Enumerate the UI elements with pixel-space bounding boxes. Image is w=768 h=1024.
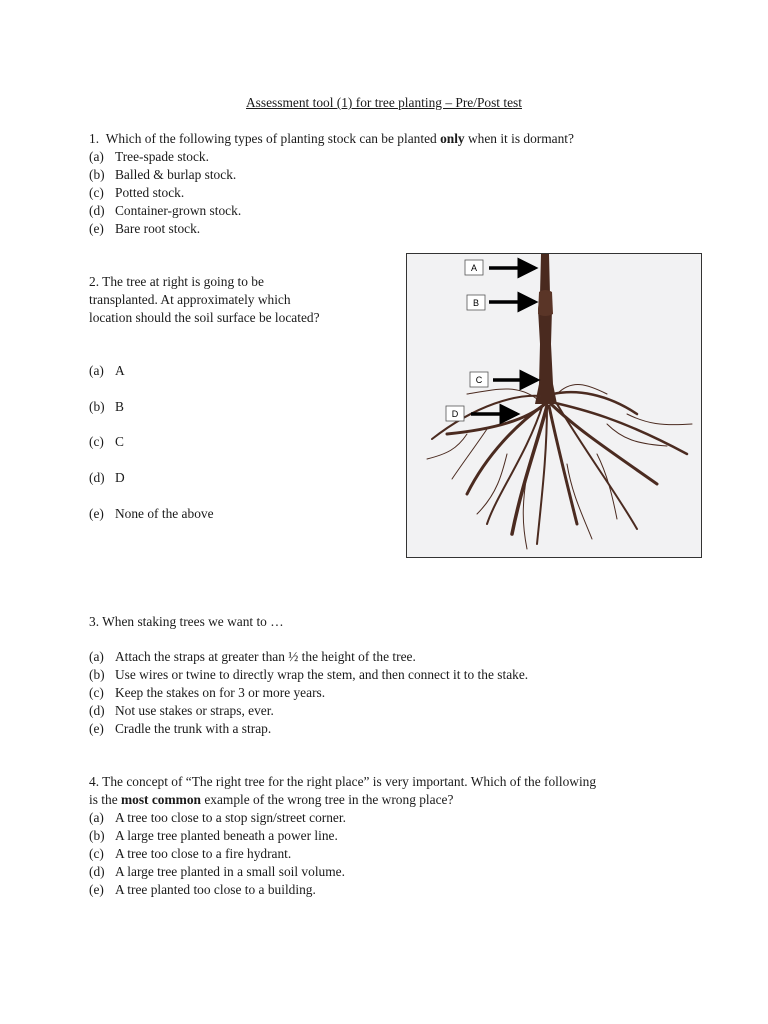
q4-option-d: (d) A large tree planted in a small soil volume. — [89, 864, 345, 879]
q1-option-a: (a) Tree-spade stock. — [89, 149, 209, 164]
q4-option-a: (a) A tree too close to a stop sign/street corner. — [89, 810, 346, 825]
q2-stem-line-3: location should the soil surface be located? — [89, 310, 320, 325]
q2-stem-line-1: 2. The tree at right is going to be — [89, 274, 264, 289]
q1-stem — [89, 130, 574, 148]
q3-option-a: (a) Attach the straps at greater than ½ the height of the tree. — [89, 649, 416, 664]
label-c: C — [475, 375, 483, 385]
q2-option-a: (a) A — [89, 363, 125, 378]
label-d: D — [451, 409, 459, 419]
q3-option-e: (e) Cradle the trunk with a strap. — [89, 721, 272, 736]
q1-number: 1. — [89, 131, 100, 146]
q3-option-c: (c) Keep the stakes on for 3 or more years. — [89, 685, 326, 700]
q2-option-d: (d) D — [89, 470, 125, 485]
q1-stem-post: when it is dormant? — [464, 131, 574, 146]
q2-option-e: (e) None of the above — [89, 506, 214, 521]
q1-option-d: (d) Container-grown stock. — [89, 203, 242, 218]
q3-option-b: (b) Use wires or twine to directly wrap the stem, and then connect it to the stake. — [89, 667, 529, 682]
q1-stem-pre: Which of the following types of planting stock can be planted — [105, 131, 441, 146]
label-a: A — [470, 263, 478, 273]
bare-root-tree-figure — [406, 253, 702, 558]
label-c-marker — [470, 372, 537, 387]
q1-option-e: (e) Bare root stock. — [89, 221, 201, 236]
q2-option-c: (c) C — [89, 434, 124, 449]
tree-trunk — [535, 254, 557, 404]
q4-option-c: (c) A tree too close to a fire hydrant. — [89, 846, 292, 861]
q2-stem-line-2: transplanted. At approximately which — [89, 292, 291, 307]
q4-stem-line-1: 4. The concept of “The right tree for the right place” is very important. Which of the following — [89, 774, 597, 789]
q4-option-e: (e) A tree planted too close to a building. — [89, 882, 316, 897]
q3-option-d: (d) Not use stakes or straps, ever. — [89, 703, 274, 718]
q4-option-b: (b) A large tree planted beneath a power line. — [89, 828, 338, 843]
document-title: Assessment tool (1) for tree planting – Pre/Post test — [246, 95, 522, 110]
q3-stem: 3. When staking trees we want to … — [89, 614, 284, 629]
q1-option-c: (c) Potted stock. — [89, 185, 185, 200]
q4-stem-line-2: is the most common example of the wrong tree in the wrong place? — [89, 792, 454, 807]
tree-illustration — [407, 254, 701, 557]
q2-option-b: (b) B — [89, 399, 124, 414]
q1-stem-bold: only — [440, 131, 465, 146]
tree-roots — [427, 385, 692, 549]
label-a-marker — [465, 260, 535, 275]
q1-option-b: (b) Balled & burlap stock. — [89, 167, 237, 182]
label-b: B — [472, 298, 480, 308]
label-b-marker — [467, 295, 535, 310]
q4-stem-bold: most common — [121, 792, 201, 807]
